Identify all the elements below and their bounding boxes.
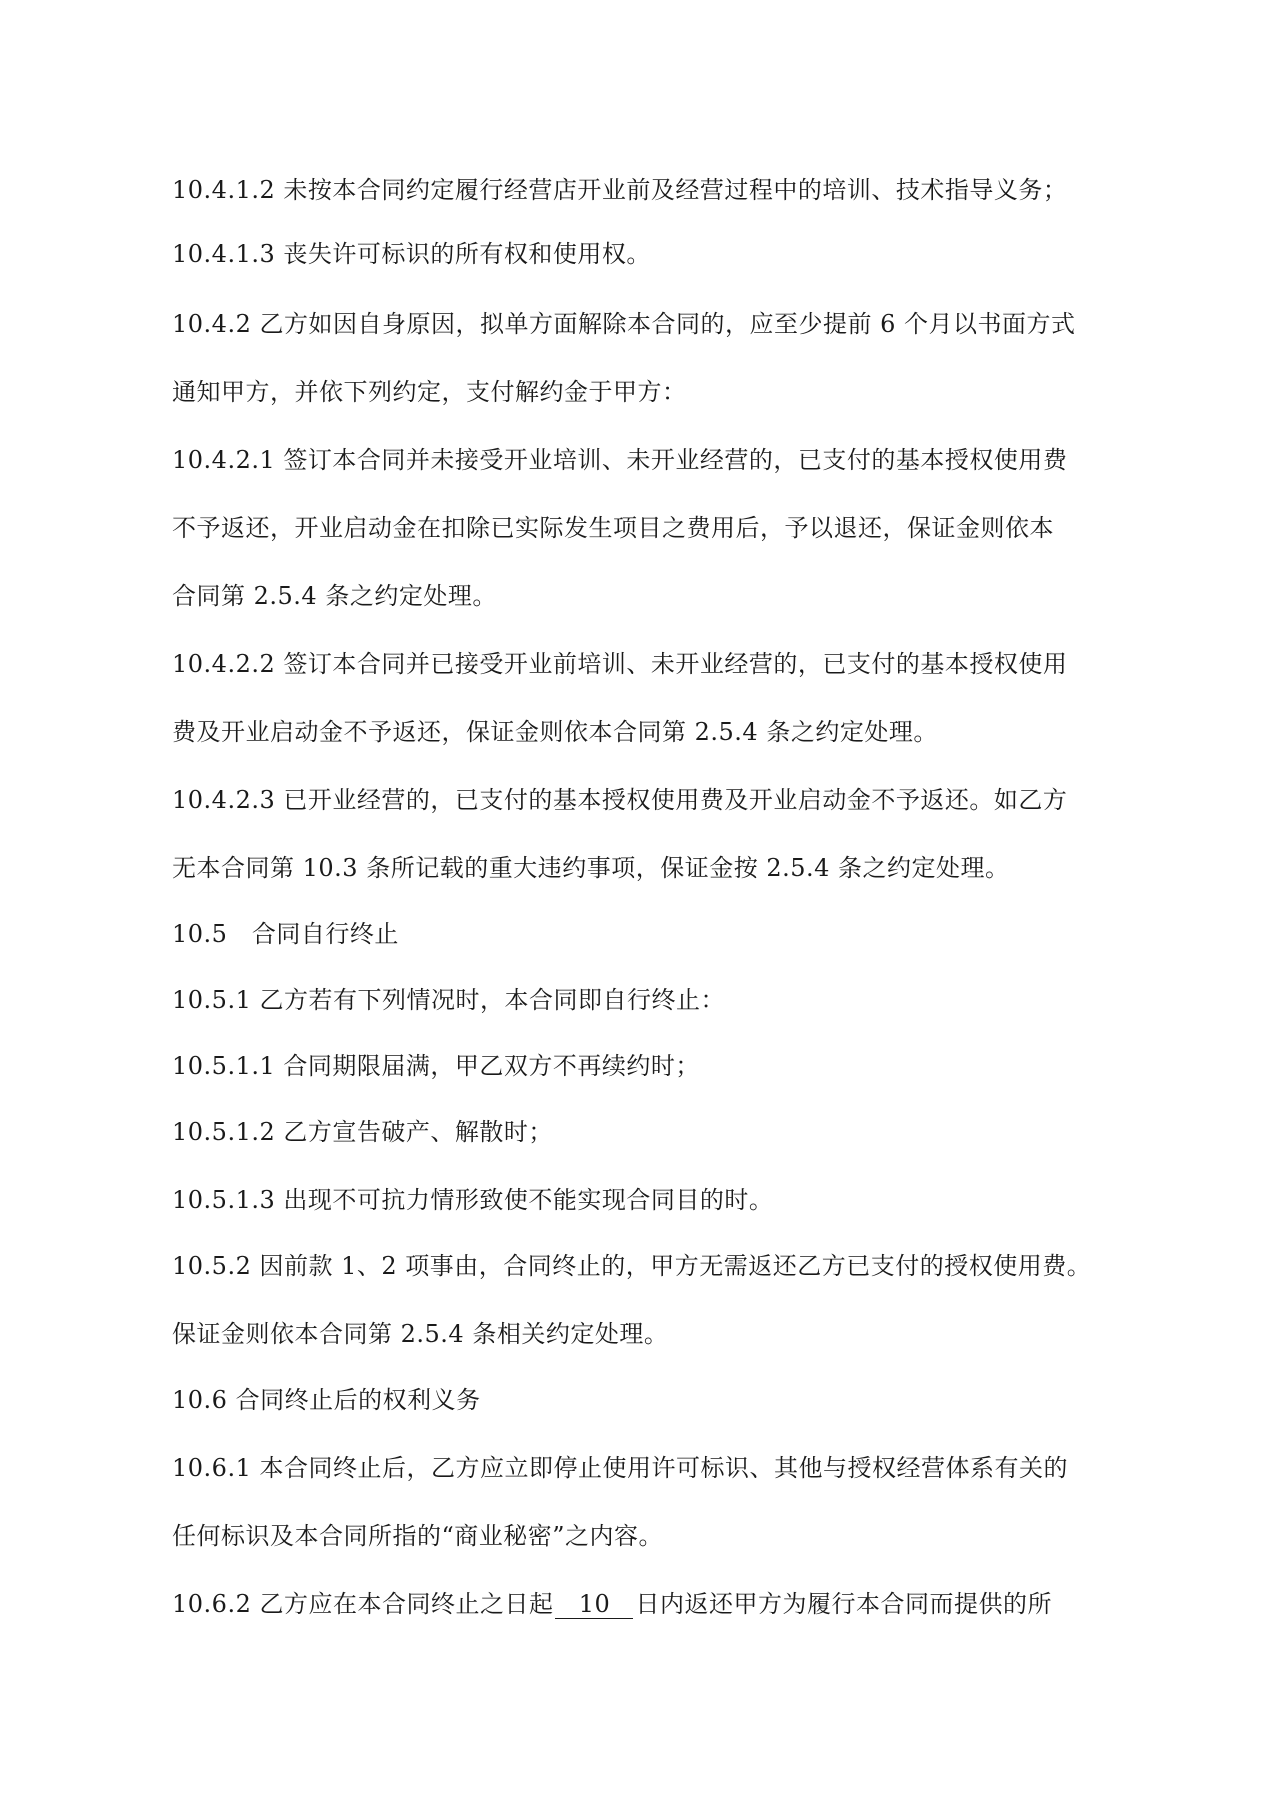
clause-10-5-2-cont: 保证金则依本合同第 2.5.4 条相关约定处理。 [172, 1320, 669, 1348]
clause-10-4-2-1-cont-2: 合同第 2.5.4 条之约定处理。 [172, 582, 497, 610]
clause-10-4-1-3: 10.4.1.3 丧失许可标识的所有权和使用权。 [172, 240, 651, 268]
clause-10-4-2-2: 10.4.2.2 签订本合同并已接受开业前培训、未开业经营的，已支付的基本授权使用 [172, 650, 1068, 678]
section-10-6-heading: 10.6 合同终止后的权利义务 [172, 1386, 481, 1414]
clause-10-6-1: 10.6.1 本合同终止后，乙方应立即停止使用许可标识、其他与授权经营体系有关的 [172, 1454, 1068, 1482]
section-10-5-heading: 10.5 合同自行终止 [172, 920, 399, 948]
clause-10-5-1-1: 10.5.1.1 合同期限届满，甲乙双方不再续约时； [172, 1052, 700, 1080]
clause-10-5-1: 10.5.1 乙方若有下列情况时，本合同即自行终止： [172, 986, 725, 1014]
clause-10-5-1-2: 10.5.1.2 乙方宣告破产、解散时； [172, 1118, 553, 1146]
clause-10-5-1-3: 10.5.1.3 出现不可抗力情形致使不能实现合同目的时。 [172, 1186, 774, 1214]
clause-10-4-2: 10.4.2 乙方如因自身原因，拟单方面解除本合同的，应至少提前 6 个月以书面方式 [172, 310, 1076, 338]
clause-10-4-2-1: 10.4.2.1 签订本合同并未接受开业培训、未开业经营的，已支付的基本授权使用费 [172, 446, 1068, 474]
clause-10-6-2-prefix: 10.6.2 乙方应在本合同终止之日起 [172, 1590, 554, 1618]
clause-10-4-2-3-cont: 无本合同第 10.3 条所记载的重大违约事项，保证金按 2.5.4 条之约定处理。 [172, 854, 1010, 882]
clause-10-4-2-3: 10.4.2.3 已开业经营的，已支付的基本授权使用费及开业启动金不予返还。如乙方 [172, 786, 1068, 814]
clause-10-4-2-2-cont: 费及开业启动金不予返还，保证金则依本合同第 2.5.4 条之约定处理。 [172, 718, 938, 746]
clause-10-4-2-1-cont-1: 不予返还，开业启动金在扣除已实际发生项目之费用后，予以退还，保证金则依本 [172, 514, 1054, 542]
clause-10-4-1-2: 10.4.1.2 未按本合同约定履行经营店开业前及经营过程中的培训、技术指导义务； [172, 176, 1068, 204]
clause-10-6-1-cont: 任何标识及本合同所指的“商业秘密”之内容。 [172, 1522, 664, 1550]
clause-10-6-2-suffix: 日内返还甲方为履行本合同而提供的所 [635, 1590, 1052, 1618]
clause-10-4-2-cont: 通知甲方，并依下列约定，支付解约金于甲方： [172, 378, 687, 406]
days-fill-blank: 10 [555, 1590, 633, 1619]
clause-10-6-2 [172, 1588, 1112, 1620]
clause-10-5-2: 10.5.2 因前款 1、2 项事由，合同终止的，甲方无需返还乙方已支付的授权使用费。 [172, 1252, 1092, 1280]
